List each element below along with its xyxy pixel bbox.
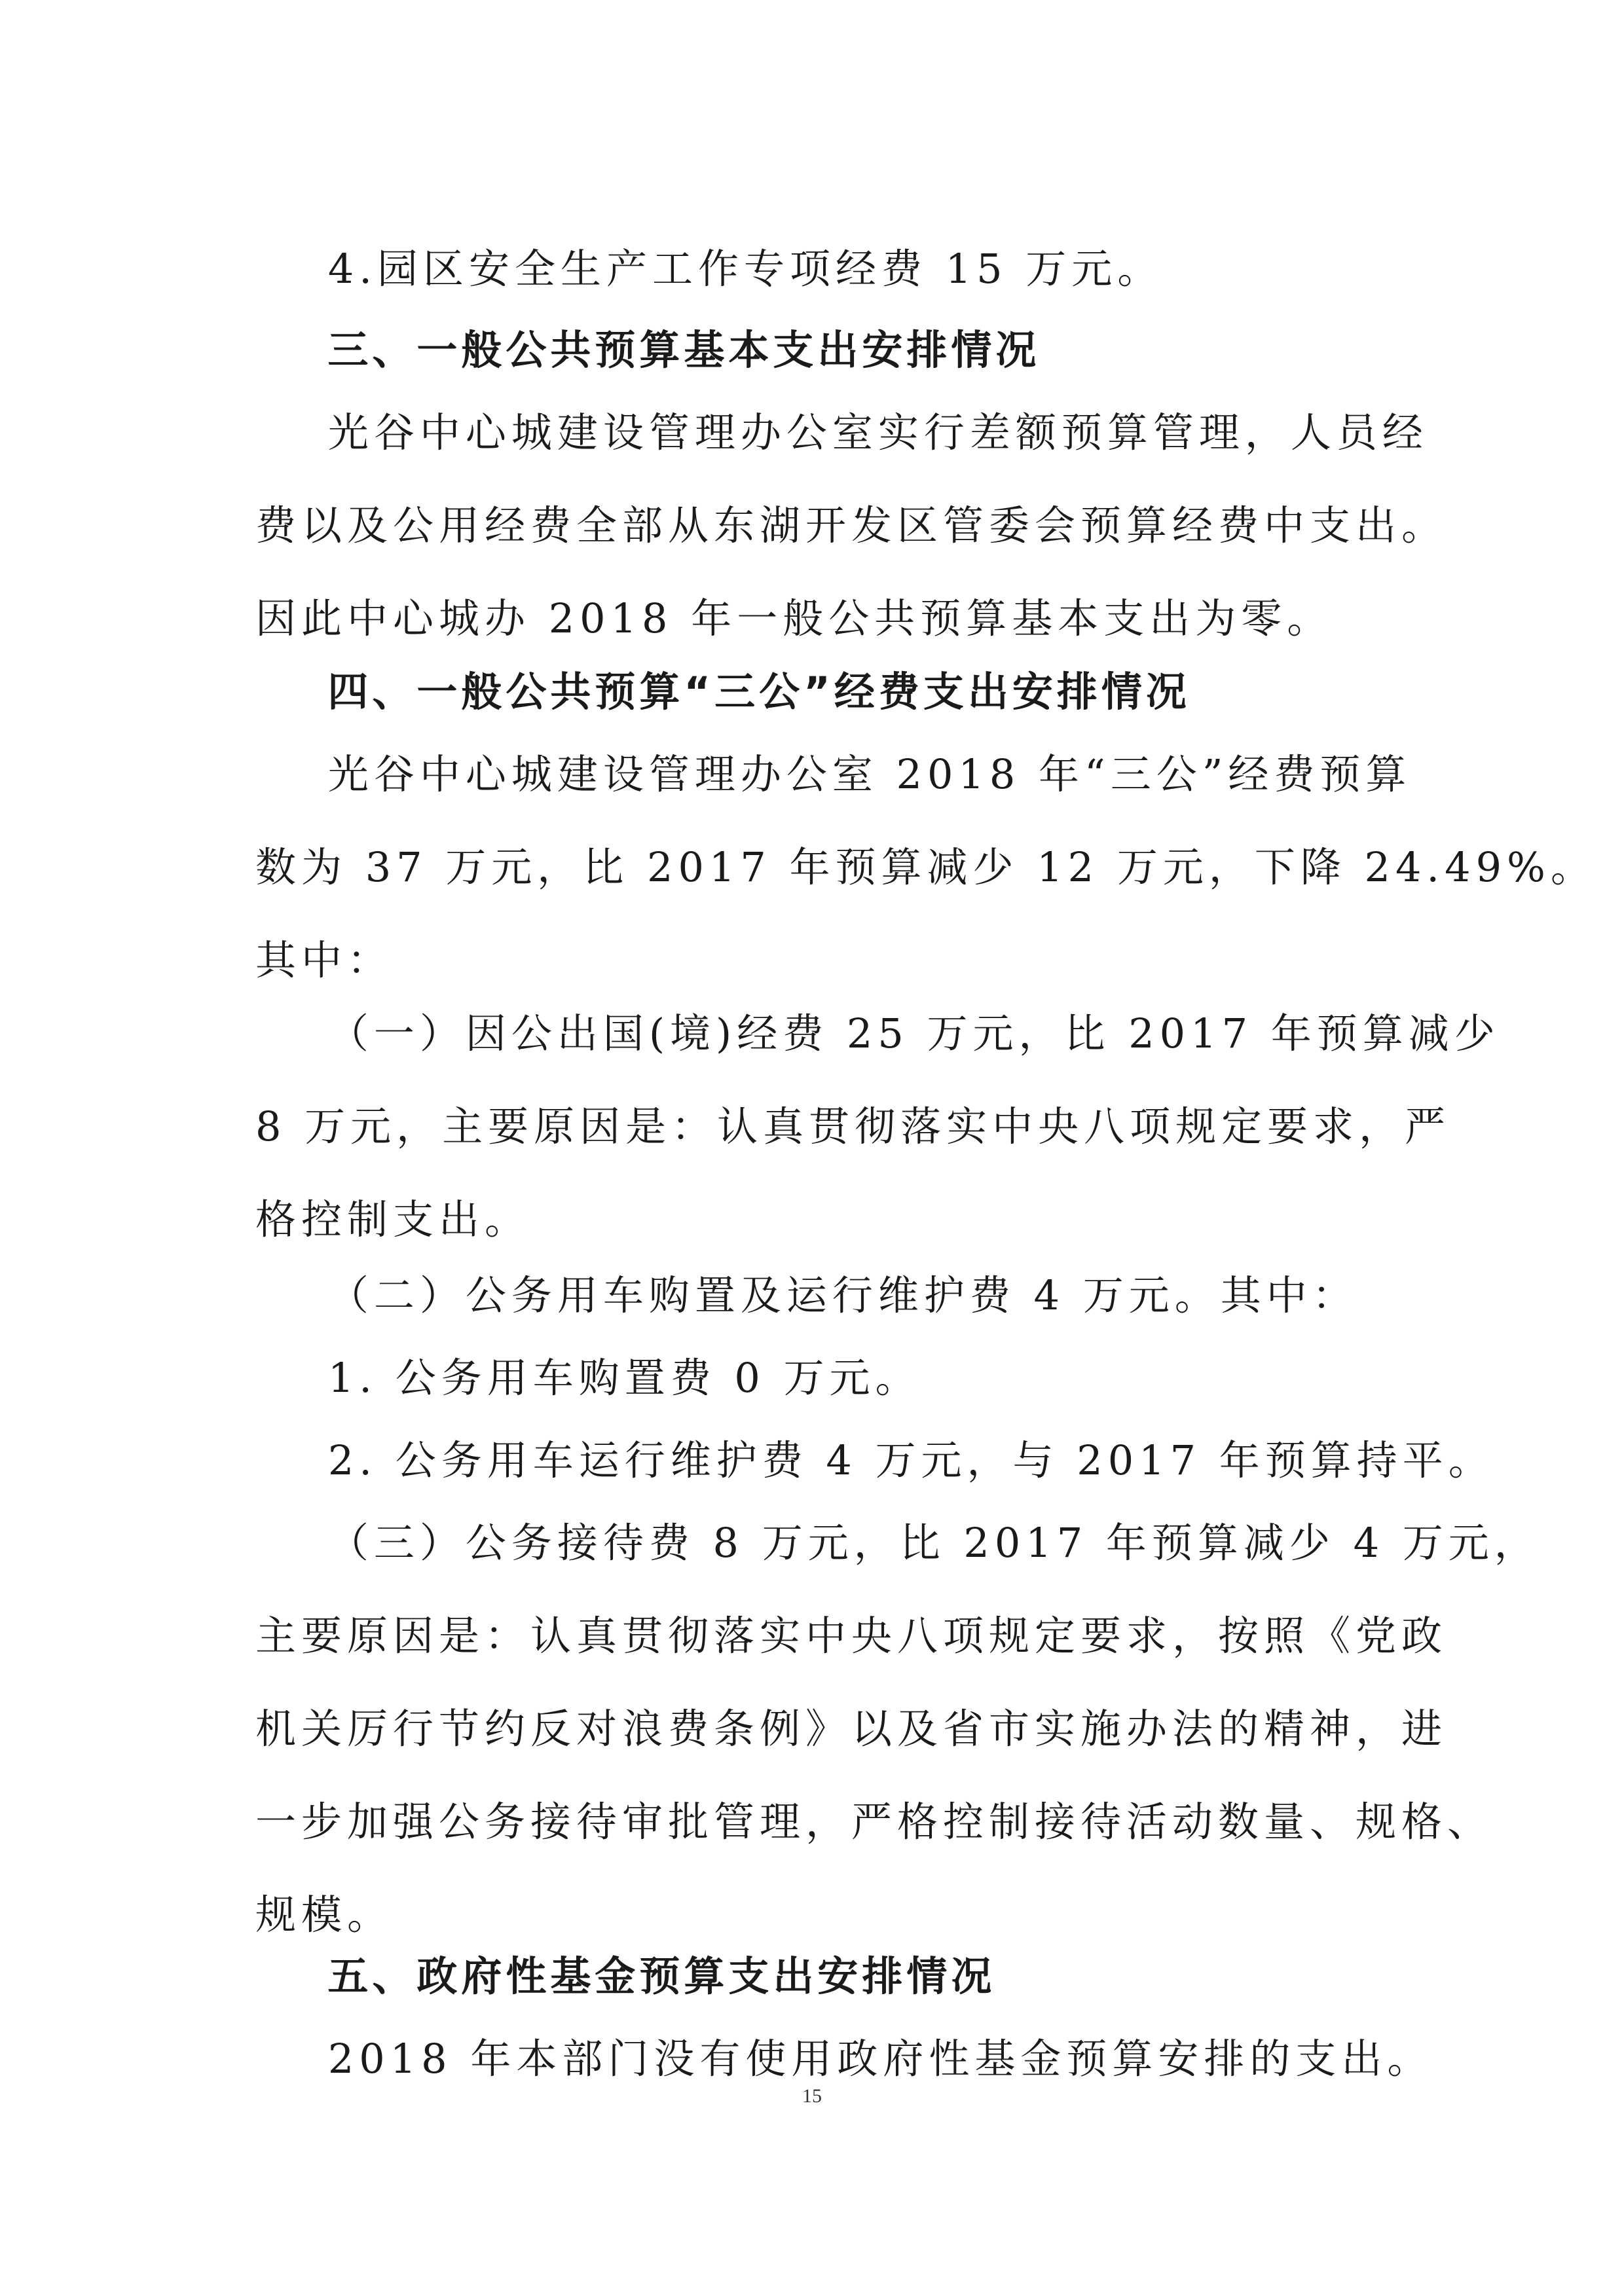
page-number: 15 — [802, 2085, 822, 2107]
paragraph-vehicle-maintenance: 2. 公务用车运行维护费 4 万元，与 2017 年预算持平。 — [255, 1436, 1494, 1484]
paragraph-reception-costs: （三）公务接待费 8 万元，比 2017 年预算减少 4 万元， 主要原因是：认真贯彻落实中央八项规定要求，按照《党政 机关厉行节约反对浪费条例》以及省市实施办法的精神，进 一步加强公务接待审批管理，严格控制接待活动数量、规格、 规模。 — [255, 1519, 1540, 1939]
paragraph-government-fund: 2018 年本部门没有使用政府性基金预算安排的支出。 — [255, 2035, 1433, 2083]
section-heading-3-basic-expenditure: 三、一般公共预算基本支出安排情况 — [255, 326, 1041, 374]
section-heading-5-government-fund: 五、政府性基金预算支出安排情况 — [255, 1952, 996, 2000]
paragraph-vehicle-purchase: 1. 公务用车购置费 0 万元。 — [255, 1354, 921, 1402]
paragraph-three-public-budget: 光谷中心城建设管理办公室 2018 年“三公”经费预算 数为 37 万元，比 2017 年预算减少 12 万元，下降 24.49%。 其中： — [255, 750, 1596, 984]
section-heading-4-three-public-funds: 四、一般公共预算“三公”经费支出安排情况 — [255, 668, 1190, 716]
paragraph-basic-expenditure: 光谷中心城建设管理办公室实行差额预算管理，人员经 费以及公用经费全部从东湖开发区管委会预算经费中支出。 因此中心城办 2018 年一般公共预算基本支出为零。 — [255, 409, 1448, 642]
paragraph-item-4-safety-fund: 4.园区安全生产工作专项经费 15 万元。 — [255, 245, 1164, 293]
paragraph-vehicle-costs: （二）公务用车购置及运行维护费 4 万元。其中： — [255, 1271, 1358, 1319]
paragraph-overseas-travel: （一）因公出国(境)经费 25 万元，比 2017 年预算减少 8 万元，主要原因是：认真贯彻落实中央八项规定要求，严 格控制支出。 — [255, 1010, 1500, 1243]
